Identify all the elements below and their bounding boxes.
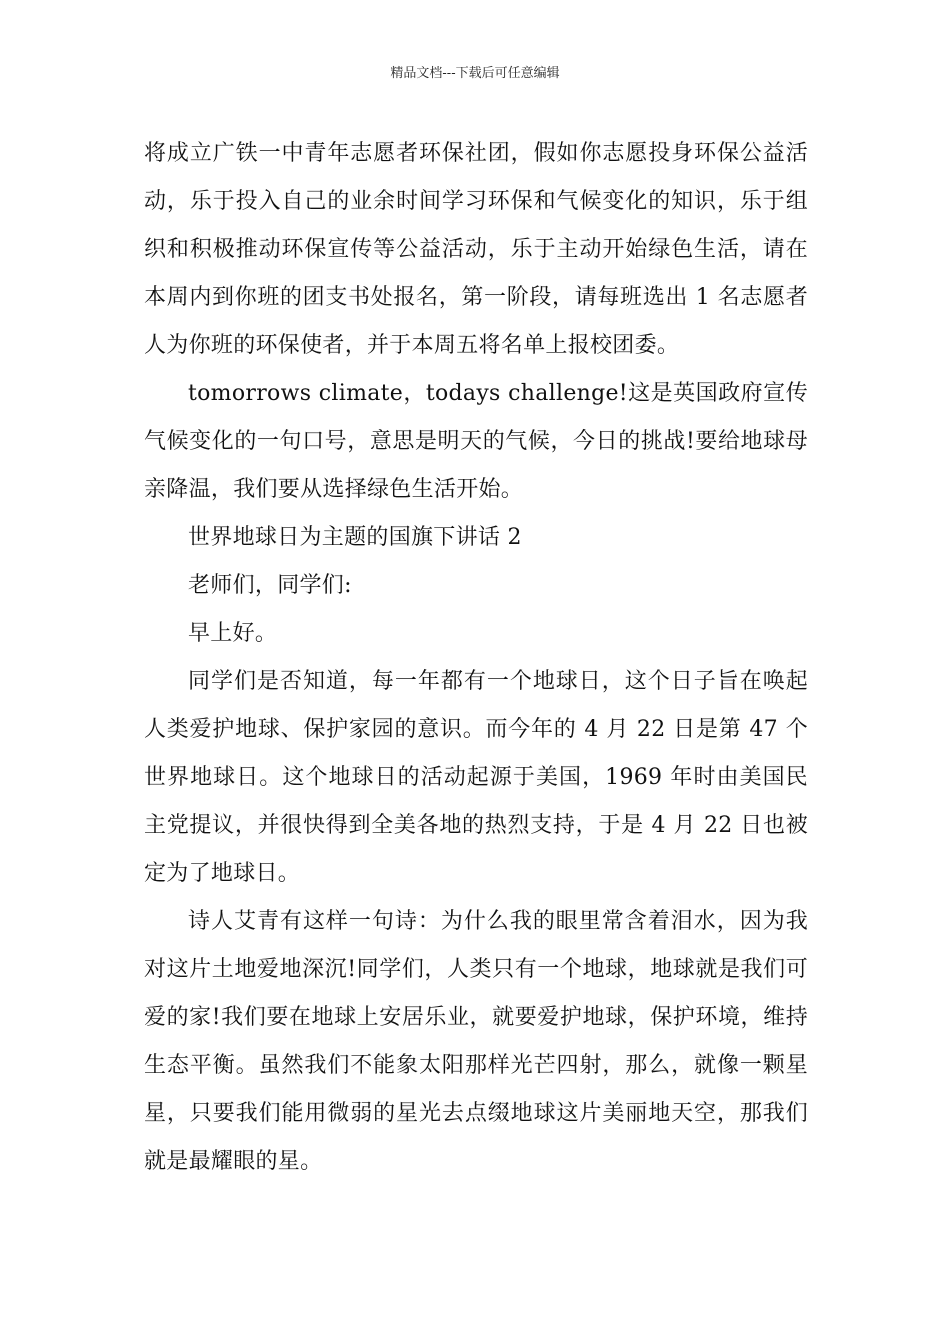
paragraph-volunteer-club: 将成立广铁一中青年志愿者环保社团，假如你志愿投身环保公益活动，乐于投入自己的业余时间学习环保和气候变化的知识，乐于组织和积极推动环保宣传等公益活动，乐于主动开始绿色生活，请在本周内到你班的团支书处报名，第一阶段，请每班选出 1 名志愿者人为你班的环保使者，并于本周五将名单上报校团委。 — [144, 141, 808, 358]
salutation: 老师们，同学们: — [188, 573, 352, 598]
paragraph-earth-day-origin: 同学们是否知道，每一年都有一个地球日，这个日子旨在唤起人类爱护地球、保护家园的意识。而今年的 4 月 22 日是第 47 个世界地球日。这个地球日的活动起源于美国，1969 年时由美国民主党提议，并很快得到全美各地的热烈支持，于是 4 月 22 日也被定为了地球日。 — [144, 669, 808, 886]
paragraph-climate-slogan: tomorrows climate，todays challenge!这是英国政府宣传气候变化的一句口号，意思是明天的气候，今日的挑战!要给地球母亲降温，我们要从选择绿色生活开始。 — [144, 381, 808, 502]
page-header: 精品文档---下载后可任意编辑 — [390, 66, 560, 81]
paragraph-poem: 诗人艾青有这样一句诗：为什么我的眼里常含着泪水，因为我对这片土地爱地深沉!同学们，人类只有一个地球，地球就是我们可爱的家!我们要在地球上安居乐业，就要爱护地球，保护环境，维持生态平衡。虽然我们不能象太阳那样光芒四射，那么，就像一颗星星，只要我们能用微弱的星光去点缀地球这片美丽地天空，那我们就是最耀眼的星。 — [144, 909, 808, 1174]
speech-title: 世界地球日为主题的国旗下讲话 2 — [188, 525, 522, 550]
greeting: 早上好。 — [188, 621, 278, 646]
document-body — [144, 130, 808, 1186]
